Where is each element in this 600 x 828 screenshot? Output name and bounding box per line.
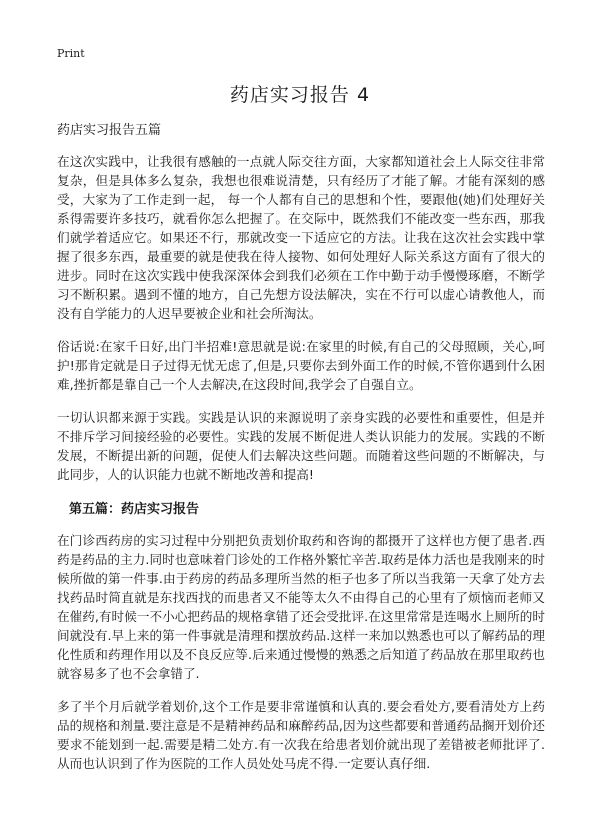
document-body bbox=[57, 119, 545, 787]
paragraph: 在这次实践中，让我很有感触的一点就人际交往方面，大家都知道社会上人际交往非常复杂，但是具体多么复杂，我想也很难说清楚，只有经历了才能了解。才能有深刻的感受，大家为了工作走到一起， 每一个人都有自己的思想和个性，要跟他(她)们处理好关系得需要许多技巧，就看你怎么把握了。在交际中，既然我们不能改变一些东西，那我们就学着适应它。如果还不行，那就改变一下适应它的方法。让我在这次社会实践中掌握了很多东西，最重要的就是使我在待人接物、如何处理好人际关系这方面有了很大的进步。同时在这次实践中使我深深体会到我们必须在工作中勤于动手慢慢琢磨，不断学习不断积累。遇到不懂的地方，自己先想方设法解决，实在不行可以虚心请教他人，而没有自学能力的人迟早要被企业和社会所淘汰。 bbox=[57, 154, 545, 321]
paragraph: 俗话说:在家千日好,出门半招难!意思就是说:在家里的时候,有自己的父母照顾，关心,呵护!那肯定就是日子过得无忧无虑了,但是,只要你去到外面工作的时候,不管你遇到什么困难,挫折都是靠自己一个人去解决,在这段时间,我学会了自强自立。 bbox=[57, 339, 545, 392]
paragraph: 一切认识都来源于实践。实践是认识的来源说明了亲身实践的必要性和重要性，但是并不排斥学习间接经验的必要性。实践的发展不断促进人类认识能力的发展。实践的不断发展，不断提出新的问题，促使人们去解决这些问题。而随着这些问题的不断解决，与此同步，人的认识能力也就不断地改善和提高! bbox=[57, 410, 545, 482]
page-title: 药店实习报告 4 bbox=[229, 84, 371, 106]
document-subtitle: 药店实习报告五篇 bbox=[57, 123, 162, 138]
print-link[interactable]: Print bbox=[57, 47, 85, 60]
paragraph: 多了半个月后就学着划价,这个工作是要非常谨慎和认真的.要会看处方,要看清处方上药品的规格和剂量.要注意是不是精神药品和麻醉药品,因为这些都要和普通药品搁开划价还要求不能划到一起.需要是精二处方.有一次我在给患者划价就出现了差错被老师批评了.从而也认识到了作为医院的工作人员处处马虎不得.一定要认真仔细. bbox=[57, 699, 545, 771]
section-heading: 第五篇：药店实习报告 bbox=[69, 502, 200, 517]
paragraph: 在门诊西药房的实习过程中分别把负责划价取药和咨询的都摄开了这样也方便了患者.西药是药品的主力.同时也意味着门诊处的工作格外繁忙辛苦.取药是体力活也是我刚来的时候所做的第一件事.由于药房的药品多理所当然的柜子也多了所以当我第一天拿了处方去找药品时简直就是东找西找的而患者又不能等太久不由得自己的心里有了烦恼而老师又在催药,有时候一不小心把药品的规格拿错了还会受批评.在这里常常是连喝水上厕所的时间就没有.早上来的第一件事就是清理和摆放药品.这样一来加以熟悉也可以了解药品的理化性质和药理作用以及不良反应等.后来通过慢慢的熟悉之后知道了药品放在那里取药也就容易多了也不会拿错了. bbox=[57, 533, 545, 681]
